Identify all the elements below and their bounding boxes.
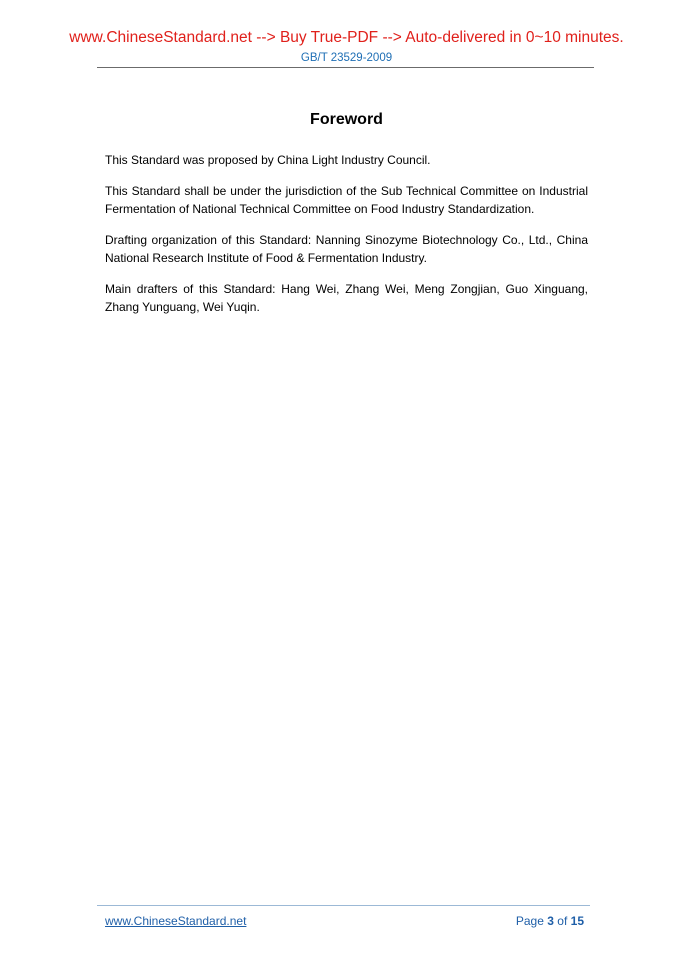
- document-code: GB/T 23529-2009: [300, 52, 393, 64]
- paragraph-jurisdiction: This Standard shall be under the jurisdiction of the Sub Technical Committee on Industrial Fermentation of National Technical Committee on Food Industry Standardization.: [105, 184, 588, 216]
- foreword-body: [105, 151, 588, 329]
- header-divider: [97, 67, 594, 68]
- footer-divider: [97, 905, 590, 906]
- paragraph-main-drafters: Main drafters of this Standard: Hang Wei, Zhang Wei, Meng Zongjian, Guo Xinguang, Zhang Yunguang, Wei Yuqin.: [105, 282, 588, 314]
- header-banner[interactable]: www.ChineseStandard.net --> Buy True-PDF --> Auto-delivered in 0~10 minutes.: [69, 29, 624, 46]
- page-total: 15: [570, 914, 584, 928]
- page-label: Page: [515, 914, 544, 928]
- paragraph-proposed-by: This Standard was proposed by China Light Industry Council.: [105, 153, 431, 167]
- page-current: 3: [547, 914, 554, 928]
- page-of-label: of: [557, 914, 568, 928]
- footer-website-link[interactable]: www.ChineseStandard.net: [105, 914, 247, 928]
- paragraph-drafting-organization: Drafting organization of this Standard: Nanning Sinozyme Biotechnology Co., Ltd., China National Research Institute of Food & Fermentation Industry.: [105, 233, 588, 265]
- page-title: Foreword: [310, 111, 383, 128]
- page-number: [480, 913, 584, 929]
